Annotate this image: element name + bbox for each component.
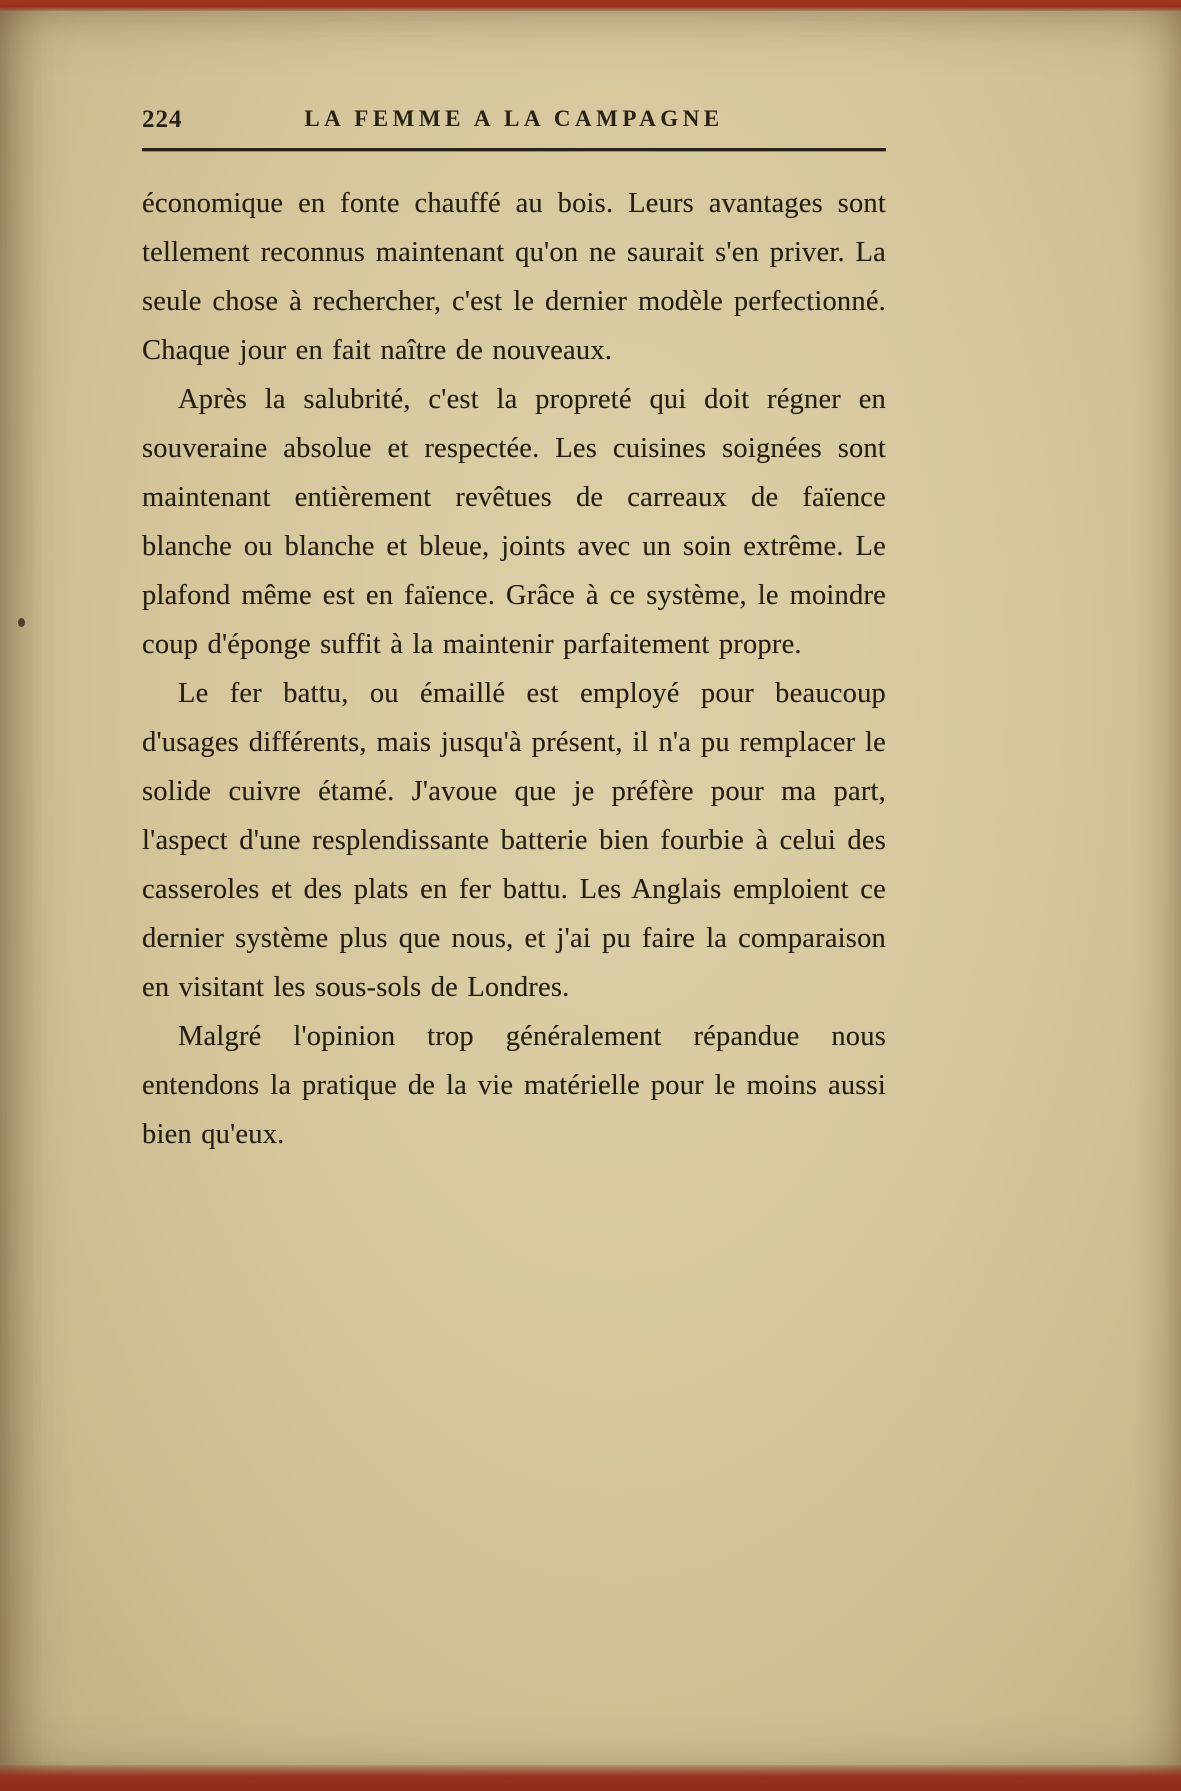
page-number: 224 [142, 106, 183, 133]
body-paragraph: Le fer battu, ou émaillé est employé pour beaucoup d'usages différents, mais jusqu'à présent, il n'a pu remplacer le solide cuivre étamé. J'avoue que je préfère pour ma part, l'aspect d'une resplendissante batterie bien fourbie à celui des casseroles et des plats en fer battu. Les Anglais emploient ce dernier système plus que nous, et j'ai pu faire la comparaison en visitant les sous-sols de Londres. [142, 678, 886, 1003]
running-head [142, 100, 886, 142]
body-text [142, 179, 886, 1159]
body-paragraph: économique en fonte chauffé au bois. Leurs avantages sont tellement reconnus maintenant qu'on ne saurait s'en priver. La seule chose à rechercher, c'est le dernier modèle perfectionné. Chaque jour en fait naître de nouveaux. [142, 188, 886, 366]
scan-edge-top [0, 0, 1181, 11]
scan-speck [18, 618, 25, 627]
page-content [142, 100, 886, 1159]
header-rule [142, 148, 886, 151]
scan-edge-bottom [0, 1765, 1181, 1791]
body-paragraph: Malgré l'opinion trop généralement répandue nous entendons la pratique de la vie matérielle pour le moins aussi bien qu'eux. [142, 1021, 886, 1150]
running-title: LA FEMME A LA CAMPAGNE [304, 106, 724, 131]
body-paragraph: Après la salubrité, c'est la propreté qui doit régner en souveraine absolue et respectée. Les cuisines soignées sont maintenant entièrement revêtues de carreaux de faïence blanche ou blanche et bleue, joints avec un soin extrême. Le plafond même est en faïence. Grâce à ce système, le moindre coup d'éponge suffit à la maintenir parfaitement propre. [142, 384, 886, 660]
